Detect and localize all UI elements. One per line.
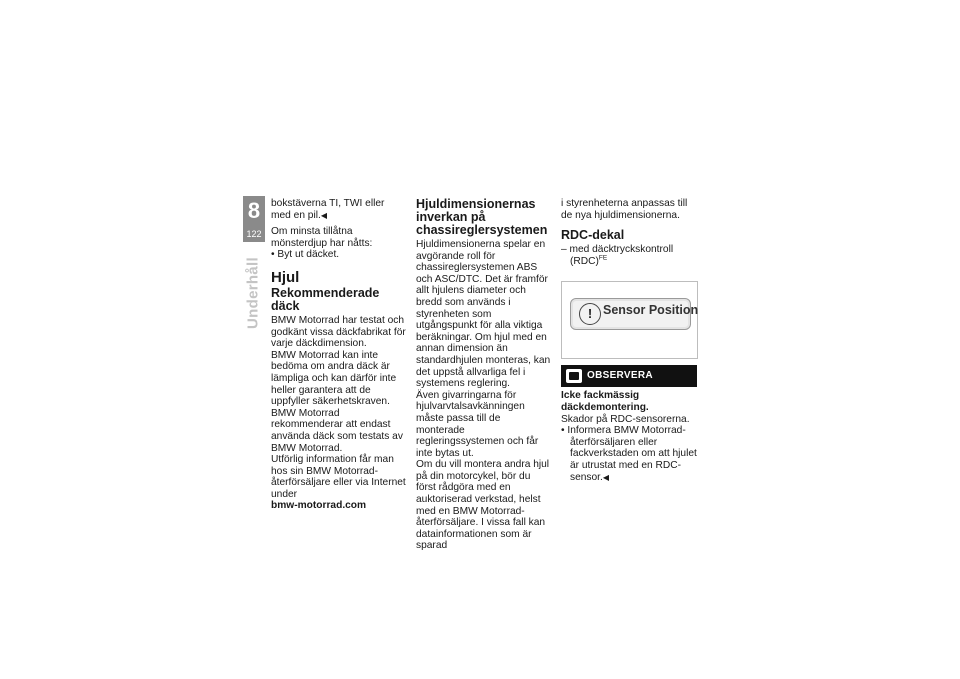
end-marker-icon: ◀ [320, 210, 327, 220]
rdc-sticker-image [561, 281, 698, 359]
paragraph: Om minsta tillåtna mönsterdjup har nåtts: [271, 226, 373, 249]
paragraph: bokstäverna TI, TWI eller med en pil.◀ [271, 198, 385, 221]
page-number: 122 [246, 229, 262, 239]
column-2 [416, 198, 551, 552]
paragraph: i styrenheterna anpassas till de nya hjuldimensionerna. [561, 198, 688, 221]
website-link[interactable]: bmw-motorrad.com [271, 500, 367, 512]
end-marker-icon: ◀ [602, 472, 610, 482]
paragraph: BMW Motorrad kan inte bedöma om andra däck är lämpliga och kan därför inte heller garantera att de uppfyller säkerhetskraven. [271, 349, 397, 408]
warning-circle-icon: ! [579, 303, 601, 325]
list-item: • Informera BMW Motorrad-återförsäljaren eller fackverkstaden om att hjulet är utrustat med en RDC-sensor.◀ [561, 425, 697, 483]
subsection-heading: Rekommenderade däck [271, 285, 380, 313]
sensor-position-text: Sensor Position [603, 303, 699, 318]
warning-title: Icke fackmässig däckdemontering. [561, 390, 649, 413]
paragraph: BMW Motorrad har testat och godkänt vissa däckfabrikat för varje däckdimension. [271, 314, 406, 350]
paragraph: BMW Motorrad rekommenderar att endast använda däck som testats av BMW Motorrad. [271, 407, 403, 454]
section-heading: Hjuldimensionernas inverkan på chassireglersystemen [416, 197, 548, 237]
list-item: • Byt ut däcket. [271, 249, 340, 261]
section-heading: RDC-dekal [561, 228, 625, 243]
notice-label: OBSERVERA [587, 370, 653, 382]
side-section-label: Underhåll [244, 257, 262, 329]
paragraph: Om du vill montera andra hjul på din motorcykel, bör du först rådgöra med en auktoriserad verkstad, helst med en BMW Motorrad-återförsäljare. I vissa fall kan datainformationen som är sparad [416, 459, 550, 552]
chapter-number: 8 [247, 198, 261, 223]
list-item: – med däcktryckskontroll (RDC)$^{FE}$ [561, 244, 674, 267]
paragraph: Utförlig information får man hos sin BMW Motorrad-återförsäljare eller via Internet under [271, 454, 406, 500]
section-heading: Hjul [271, 268, 300, 286]
paragraph: Hjuldimensionerna spelar en avgörande roll för chassireglersystemen ABS och ASC/DTC. Det är framför allt hjulens diameter och bredd som används i styrenheten som utgångspunkt för alla viktiga beräkningar. Om hjul med en annan dimension än standardhjulen monteras, kan det uppstå allvarliga fel i systemens reglering. [416, 239, 551, 390]
paragraph: Även givarringarna för hjulvarvtalsavkänningen måste passa till de monterade regleringssystemen och får inte bytas ut. [416, 389, 539, 459]
warning-text: Skador på RDC-sensorerna. [561, 413, 690, 425]
sensor-position-label [570, 298, 699, 330]
notice-bar [561, 365, 697, 387]
hand-pointer-icon [566, 369, 582, 383]
column-1 [271, 198, 406, 512]
column-3 [561, 198, 697, 483]
